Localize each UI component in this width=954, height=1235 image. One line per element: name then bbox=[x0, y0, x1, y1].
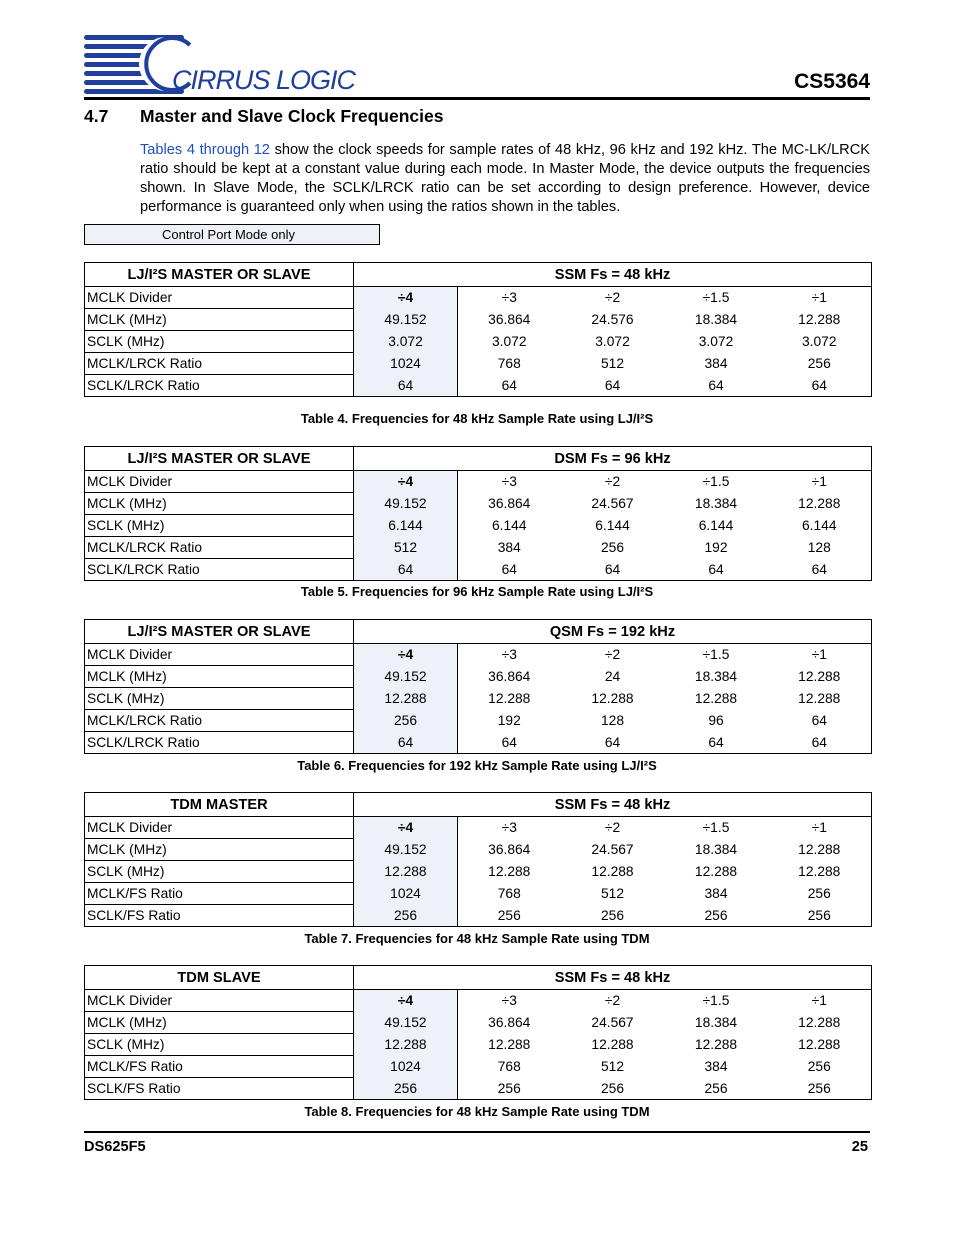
table-cell: 64 bbox=[458, 375, 561, 397]
table-cell: ÷3 bbox=[458, 990, 561, 1012]
footer-rule bbox=[84, 1131, 870, 1133]
table-cell: ÷2 bbox=[561, 644, 665, 666]
table-cell: 256 bbox=[354, 1078, 458, 1100]
table-cell: 12.288 bbox=[768, 309, 872, 331]
table-cell: 64 bbox=[665, 732, 768, 754]
table-header-rate: SSM Fs = 48 kHz bbox=[354, 793, 872, 817]
table-cell: ÷3 bbox=[458, 471, 561, 493]
table-cell: 12.288 bbox=[694, 864, 738, 879]
row-label: SCLK/LRCK Ratio bbox=[85, 375, 354, 397]
table-cell: 768 bbox=[497, 356, 521, 371]
row-label: MCLK/LRCK Ratio bbox=[85, 537, 354, 559]
table-cell: 64 bbox=[768, 375, 872, 397]
table-cell: 64 bbox=[665, 375, 768, 397]
table-cell: 512 bbox=[600, 886, 625, 901]
table-cell: 3.072 bbox=[698, 334, 734, 349]
table-cell: 192 bbox=[497, 713, 521, 728]
page-number: 25 bbox=[851, 1139, 868, 1155]
row-label: MCLK (MHz) bbox=[85, 1012, 354, 1034]
table-cell: 256 bbox=[354, 905, 458, 927]
doc-id: DS625F5 bbox=[84, 1139, 146, 1155]
row-label: SCLK (MHz) bbox=[85, 861, 354, 883]
table-cell: 64 bbox=[354, 375, 458, 397]
table-header-mode: LJ/I²S MASTER OR SLAVE bbox=[85, 263, 354, 287]
table-cell: 384 bbox=[704, 356, 728, 371]
table-cell: ÷1.5 bbox=[665, 287, 768, 309]
table-row bbox=[85, 644, 872, 666]
table-cell: 12.288 bbox=[354, 861, 458, 883]
table-cell: 192 bbox=[704, 540, 728, 555]
table-cell: ÷3 bbox=[458, 817, 561, 839]
row-label: SCLK/FS Ratio bbox=[85, 1078, 354, 1100]
table-cell: ÷3 bbox=[458, 287, 561, 309]
table-cell: 1024 bbox=[354, 883, 458, 905]
table-cell: 12.288 bbox=[591, 864, 634, 879]
row-label: MCLK/FS Ratio bbox=[85, 883, 354, 905]
row-label: SCLK/FS Ratio bbox=[85, 905, 354, 927]
row-label: MCLK Divider bbox=[85, 644, 354, 666]
table-cell: 12.288 bbox=[768, 1034, 872, 1056]
table-row bbox=[85, 331, 872, 353]
table-cell: 36.864 bbox=[488, 842, 531, 857]
table-header-rate: QSM Fs = 192 kHz bbox=[354, 620, 872, 644]
row-label: MCLK/LRCK Ratio bbox=[85, 710, 354, 732]
row-label: SCLK (MHz) bbox=[85, 331, 354, 353]
section-number: 4.7 bbox=[84, 106, 109, 126]
svg-text:CIRRUS LOGIC: CIRRUS LOGIC bbox=[172, 65, 356, 95]
table-cell: 256 bbox=[600, 540, 625, 555]
table-cell: 36.864 bbox=[488, 496, 531, 511]
table-cell: 36.864 bbox=[488, 312, 531, 327]
table-cell: 256 bbox=[665, 905, 768, 927]
table-cell: 24.567 bbox=[591, 1015, 634, 1030]
table-header-rate: DSM Fs = 96 kHz bbox=[354, 447, 872, 471]
table-cell: 18.384 bbox=[694, 842, 738, 857]
table-cell: 64 bbox=[768, 732, 872, 754]
table-cell: 12.288 bbox=[488, 691, 531, 706]
section-heading bbox=[84, 106, 443, 127]
table-row bbox=[85, 990, 872, 1012]
table-cell: 384 bbox=[704, 1059, 728, 1074]
control-port-mode-box: Control Port Mode only bbox=[84, 224, 380, 245]
table-cell: ÷1.5 bbox=[665, 990, 768, 1012]
table-cell: 49.152 bbox=[354, 839, 458, 861]
table-cell: 12.288 bbox=[768, 688, 872, 710]
row-label: SCLK/LRCK Ratio bbox=[85, 559, 354, 581]
table-row bbox=[85, 883, 872, 905]
table-cell: 256 bbox=[768, 1056, 872, 1078]
table-cell: 12.288 bbox=[768, 1012, 872, 1034]
table-cell: 64 bbox=[561, 732, 665, 754]
table-row bbox=[85, 537, 872, 559]
row-label: SCLK (MHz) bbox=[85, 688, 354, 710]
table-cell: 512 bbox=[600, 356, 625, 371]
table-cell: 36.864 bbox=[488, 669, 531, 684]
table-cell: 64 bbox=[561, 559, 665, 581]
table-cell: 256 bbox=[458, 1078, 561, 1100]
tables-link[interactable]: Tables 4 through 12 bbox=[140, 142, 270, 158]
table-cell: 6.144 bbox=[595, 518, 630, 533]
table-cell: 24 bbox=[604, 669, 621, 684]
table-cell: 256 bbox=[561, 1078, 665, 1100]
table-row bbox=[85, 817, 872, 839]
table-row bbox=[85, 287, 872, 309]
table-cell: 24.567 bbox=[591, 842, 634, 857]
table-cell: 256 bbox=[768, 883, 872, 905]
table-row bbox=[85, 1034, 872, 1056]
table-cell: 12.288 bbox=[488, 864, 531, 879]
table-row bbox=[85, 515, 872, 537]
table-cell: ÷4 bbox=[354, 644, 458, 666]
table-row bbox=[85, 905, 872, 927]
table-caption: Table 7. Frequencies for 48 kHz Sample Rate using TDM bbox=[304, 931, 650, 946]
table-cell: 256 bbox=[665, 1078, 768, 1100]
table-cell: 512 bbox=[600, 1059, 625, 1074]
row-label: SCLK (MHz) bbox=[85, 515, 354, 537]
table-cell: 24.567 bbox=[591, 496, 634, 511]
table-cell: 12.288 bbox=[354, 688, 458, 710]
table-cell: ÷4 bbox=[354, 817, 458, 839]
row-label: MCLK (MHz) bbox=[85, 666, 354, 688]
table-cell: ÷2 bbox=[561, 471, 665, 493]
table-row bbox=[85, 1078, 872, 1100]
table-cell: 6.144 bbox=[698, 518, 734, 533]
table-cell: 49.152 bbox=[354, 1012, 458, 1034]
table-cell: 256 bbox=[768, 1078, 872, 1100]
table-cell: ÷1 bbox=[768, 287, 872, 309]
table-cell: 12.288 bbox=[694, 1037, 738, 1052]
table-caption: Table 6. Frequencies for 192 kHz Sample Rate using LJ/I²S bbox=[297, 758, 657, 773]
table-row bbox=[85, 710, 872, 732]
row-label: SCLK (MHz) bbox=[85, 1034, 354, 1056]
table-cell: 12.288 bbox=[768, 666, 872, 688]
table-row bbox=[85, 353, 872, 375]
table-cell: 256 bbox=[768, 353, 872, 375]
table-row bbox=[85, 839, 872, 861]
table-cell: 12.288 bbox=[694, 691, 738, 706]
table-cell: 3.072 bbox=[768, 331, 872, 353]
table-cell: 6.144 bbox=[491, 518, 527, 533]
table-row bbox=[85, 688, 872, 710]
frequency-table bbox=[84, 792, 872, 927]
table-cell: 96 bbox=[708, 713, 724, 728]
table-cell: 18.384 bbox=[694, 1015, 738, 1030]
row-label: MCLK Divider bbox=[85, 471, 354, 493]
table-cell: ÷1 bbox=[768, 817, 872, 839]
table-cell: 768 bbox=[497, 1059, 521, 1074]
table-cell: ÷4 bbox=[354, 287, 458, 309]
row-label: MCLK Divider bbox=[85, 990, 354, 1012]
table-cell: 64 bbox=[561, 375, 665, 397]
table-cell: ÷2 bbox=[561, 287, 665, 309]
table-cell: 64 bbox=[768, 559, 872, 581]
table-cell: 64 bbox=[458, 732, 561, 754]
cirrus-logic-logo bbox=[84, 33, 364, 95]
table-row bbox=[85, 666, 872, 688]
table-caption: Table 4. Frequencies for 48 kHz Sample Rate using LJ/I²S bbox=[300, 411, 654, 426]
table-cell: ÷1.5 bbox=[665, 471, 768, 493]
row-label: MCLK (MHz) bbox=[85, 839, 354, 861]
table-cell: 3.072 bbox=[595, 334, 630, 349]
frequency-table bbox=[84, 446, 872, 581]
header-rule bbox=[84, 97, 870, 100]
table-cell: ÷3 bbox=[458, 644, 561, 666]
table-cell: 36.864 bbox=[488, 1015, 531, 1030]
row-label: MCLK/FS Ratio bbox=[85, 1056, 354, 1078]
table-cell: 24.576 bbox=[591, 312, 634, 327]
table-cell: 12.288 bbox=[591, 1037, 634, 1052]
table-cell: 1024 bbox=[354, 1056, 458, 1078]
table-cell: 384 bbox=[497, 540, 521, 555]
table-cell: 12.288 bbox=[591, 691, 634, 706]
table-cell: ÷1 bbox=[768, 644, 872, 666]
body-text: show the clock speeds for sample rates of 48 kHz, 96 kHz and 192 kHz. The MC-LK/LRCK ratio should be kept at a constant value during each mode. In Master Mode, the device outputs the frequencies shown. In Slave Mode, the SCLK/LRCK ratio can be set according to design preference. However, device performance is guaranteed only when using the ratios shown in the tables. bbox=[140, 142, 870, 215]
table-cell: ÷1 bbox=[768, 990, 872, 1012]
table-cell: 128 bbox=[600, 713, 625, 728]
table-cell: 12.288 bbox=[488, 1037, 531, 1052]
table-cell: 256 bbox=[768, 905, 872, 927]
table-cell: 256 bbox=[561, 905, 665, 927]
table-row bbox=[85, 471, 872, 493]
table-cell: 64 bbox=[354, 559, 458, 581]
table-row bbox=[85, 309, 872, 331]
table-caption: Table 5. Frequencies for 96 kHz Sample Rate using LJ/I²S bbox=[300, 584, 654, 599]
frequency-table bbox=[84, 619, 872, 754]
table-cell: 3.072 bbox=[354, 331, 458, 353]
frequency-table bbox=[84, 965, 872, 1100]
table-cell: 64 bbox=[768, 710, 872, 732]
frequency-table bbox=[84, 262, 872, 397]
table-cell: ÷2 bbox=[561, 817, 665, 839]
table-cell: 256 bbox=[354, 710, 458, 732]
table-header-rate: SSM Fs = 48 kHz bbox=[354, 263, 872, 287]
table-row bbox=[85, 375, 872, 397]
table-cell: 18.384 bbox=[694, 312, 738, 327]
table-cell: 12.288 bbox=[768, 861, 872, 883]
table-row bbox=[85, 1012, 872, 1034]
table-header-rate: SSM Fs = 48 kHz bbox=[354, 966, 872, 990]
table-caption: Table 8. Frequencies for 48 kHz Sample Rate using TDM bbox=[304, 1104, 650, 1119]
table-cell: ÷1 bbox=[768, 471, 872, 493]
table-row bbox=[85, 1056, 872, 1078]
table-cell: 1024 bbox=[354, 353, 458, 375]
row-label: MCLK Divider bbox=[85, 287, 354, 309]
table-header-mode: TDM SLAVE bbox=[85, 966, 354, 990]
table-cell: ÷1.5 bbox=[665, 817, 768, 839]
table-cell: 18.384 bbox=[694, 496, 738, 511]
table-cell: 3.072 bbox=[491, 334, 527, 349]
table-cell: 6.144 bbox=[354, 515, 458, 537]
table-row bbox=[85, 493, 872, 515]
table-cell: 49.152 bbox=[354, 309, 458, 331]
table-row bbox=[85, 559, 872, 581]
body-paragraph bbox=[140, 141, 870, 217]
row-label: MCLK/LRCK Ratio bbox=[85, 353, 354, 375]
row-label: MCLK (MHz) bbox=[85, 309, 354, 331]
table-cell: 12.288 bbox=[354, 1034, 458, 1056]
table-cell: 64 bbox=[458, 559, 561, 581]
table-cell: 49.152 bbox=[354, 666, 458, 688]
table-header-mode: LJ/I²S MASTER OR SLAVE bbox=[85, 447, 354, 471]
row-label: MCLK Divider bbox=[85, 817, 354, 839]
table-cell: 6.144 bbox=[768, 515, 872, 537]
table-cell: 768 bbox=[497, 886, 521, 901]
table-cell: 12.288 bbox=[768, 493, 872, 515]
table-cell: 12.288 bbox=[768, 839, 872, 861]
row-label: MCLK (MHz) bbox=[85, 493, 354, 515]
table-cell: 384 bbox=[704, 886, 728, 901]
table-cell: 512 bbox=[354, 537, 458, 559]
table-cell: 256 bbox=[458, 905, 561, 927]
row-label: SCLK/LRCK Ratio bbox=[85, 732, 354, 754]
table-cell: ÷1.5 bbox=[665, 644, 768, 666]
table-cell: ÷4 bbox=[354, 990, 458, 1012]
table-row bbox=[85, 861, 872, 883]
section-title: Master and Slave Clock Frequencies bbox=[140, 106, 444, 126]
table-header-mode: TDM MASTER bbox=[85, 793, 354, 817]
table-cell: ÷2 bbox=[561, 990, 665, 1012]
table-cell: 128 bbox=[768, 537, 872, 559]
table-header-mode: LJ/I²S MASTER OR SLAVE bbox=[85, 620, 354, 644]
document-title: CS5364 bbox=[794, 70, 870, 93]
table-cell: 18.384 bbox=[694, 669, 738, 684]
table-cell: 64 bbox=[665, 559, 768, 581]
table-row bbox=[85, 732, 872, 754]
table-cell: 64 bbox=[354, 732, 458, 754]
table-cell: 49.152 bbox=[354, 493, 458, 515]
table-cell: ÷4 bbox=[354, 471, 458, 493]
